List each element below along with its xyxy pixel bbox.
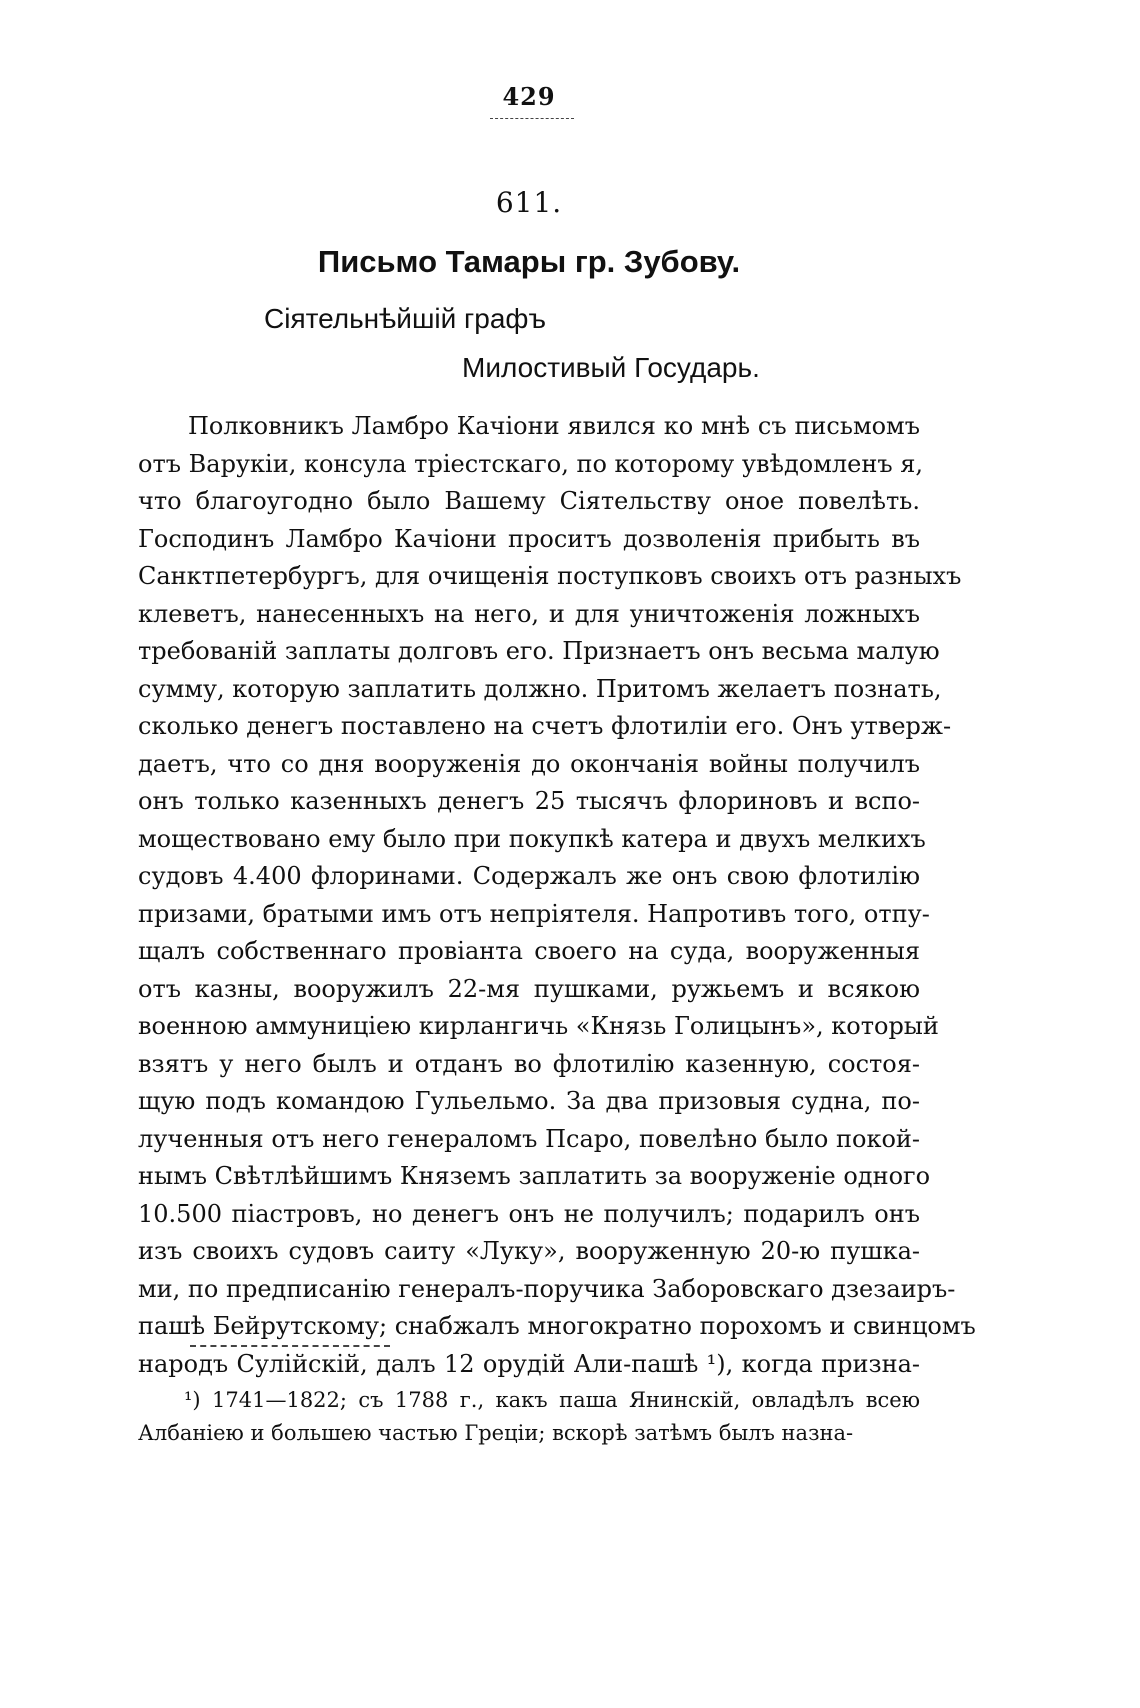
- body-line: отъ Варукіи, консула тріестскаго, по которому увѣдомленъ я,: [138, 449, 924, 478]
- letter-body: [138, 408, 976, 1383]
- footnote-separator: [190, 1345, 390, 1347]
- body-line: изъ своихъ судовъ саиту «Луку», вооруженную 20-ю пушка-: [138, 1237, 920, 1265]
- body-line: ми, по предписанію генералъ-поручика Заборовскаго дзезаиръ-: [138, 1274, 956, 1303]
- salutation-line-1: Сіятельнѣйшій графъ: [264, 303, 546, 334]
- body-line: щалъ собственнаго провіанта своего на суда, вооруженныя: [138, 937, 920, 965]
- body-line: онъ только казенныхъ денегъ 25 тысячъ флориновъ и вспо-: [138, 787, 920, 815]
- body-line: даетъ, что со дня вооруженія до окончанія войны получилъ: [138, 749, 920, 778]
- footnote: [138, 1384, 920, 1450]
- body-line: сколько денегъ поставлено на счетъ флотиліи его. Онъ утверж-: [138, 712, 952, 740]
- body-line: взятъ у него былъ и отданъ во флотилію казенную, состоя-: [138, 1049, 920, 1078]
- body-line: Господинъ Ламбро Качіони проситъ дозволенія прибыть въ: [138, 524, 920, 553]
- body-line: пашѣ Бейрутскому; снабжалъ многократно порохомъ и свинцомъ: [138, 1312, 976, 1340]
- body-line: щую подъ командою Гульельмо. За два призовыя судна, по-: [138, 1087, 920, 1115]
- page-number-rule: [490, 118, 574, 119]
- body-line: моществовано ему было при покупкѣ катера и двухъ мелкихъ: [138, 824, 926, 853]
- body-line: клеветъ, нанесенныхъ на него, и для уничтоженія ложныхъ: [138, 599, 920, 628]
- body-line: 10.500 піастровъ, но денегъ онъ не получилъ; подарилъ онъ: [138, 1199, 920, 1228]
- body-line: военною аммуниціею кирлангичь «Князь Голицынъ», который: [138, 1012, 939, 1040]
- page-number: 429: [502, 82, 556, 111]
- body-line: требованій заплаты долговъ его. Признаетъ онъ весьма малую: [138, 637, 940, 665]
- body-line: Полковникъ Ламбро Качіони явился ко мнѣ съ письмомъ: [188, 412, 920, 440]
- body-line: лученныя отъ него генераломъ Псаро, повелѣно было покой-: [138, 1124, 920, 1153]
- document-title: Письмо Тамары гр. Зубову.: [317, 244, 741, 279]
- body-line: Санктпетербургъ, для очищенія поступковъ своихъ отъ разныхъ: [138, 562, 962, 590]
- body-line: судовъ 4.400 флоринами. Содержалъ же онъ свою флотилію: [138, 862, 920, 890]
- footnote-line: ¹) 1741—1822; съ 1788 г., какъ паша Янинскій, овладѣлъ всею: [184, 1388, 920, 1412]
- body-line: призами, братыми имъ отъ непріятеля. Напротивъ того, отпу-: [138, 899, 930, 928]
- footnote-line: Албаніею и большею частью Греціи; вскорѣ затѣмъ былъ назна-: [138, 1421, 854, 1445]
- body-line: сумму, которую заплатить должно. Притомъ желаетъ познать,: [138, 674, 942, 703]
- body-line: народъ Сулійскій, далъ 12 орудій Али-пашѣ ¹), когда призна-: [138, 1349, 920, 1378]
- body-line: нымъ Свѣтлѣйшимъ Княземъ заплатить за вооруженіе одного: [138, 1162, 931, 1190]
- body-line: отъ казны, вооружилъ 22-мя пушками, ружьемъ и всякою: [138, 974, 920, 1003]
- body-line: что благоугодно было Вашему Сіятельству оное повелѣть.: [138, 487, 920, 515]
- salutation-line-2: Милостивый Государь.: [462, 352, 760, 383]
- document-number: 611.: [495, 186, 563, 219]
